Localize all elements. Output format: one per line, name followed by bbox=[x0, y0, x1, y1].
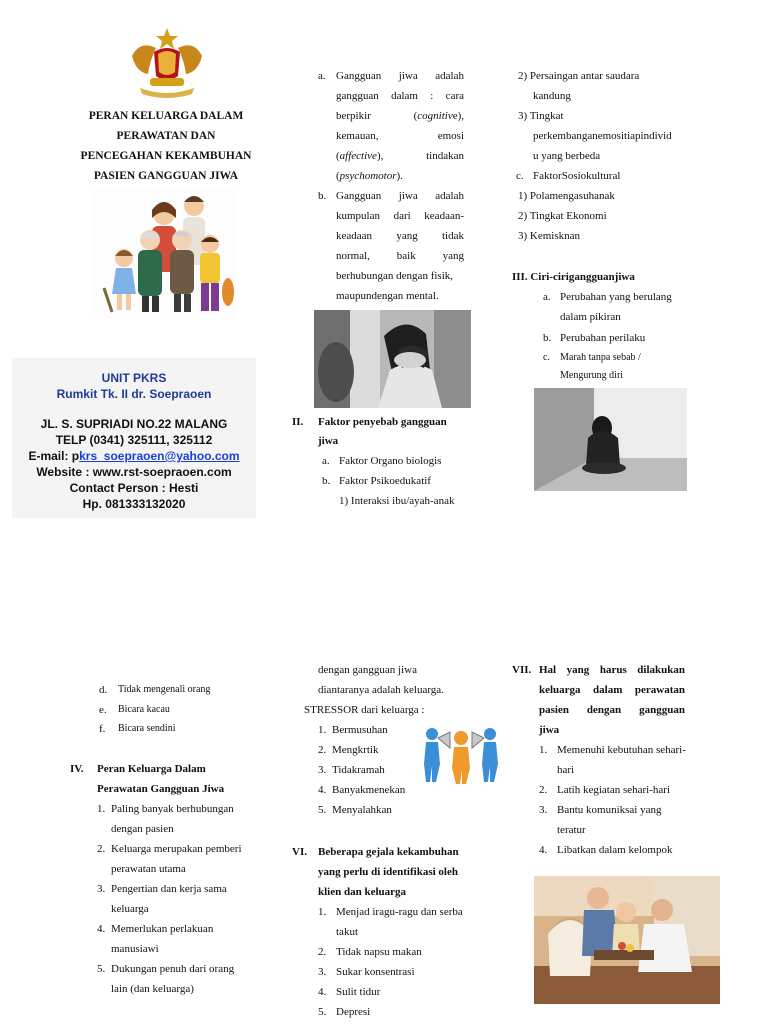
text: Sulit tidur bbox=[336, 986, 381, 998]
section-6-number: VI. bbox=[292, 846, 307, 858]
sec3-marker-d: d. bbox=[99, 684, 108, 696]
section-7-number: VII. bbox=[512, 664, 532, 676]
list-item bbox=[318, 962, 478, 982]
list-item bbox=[97, 899, 267, 919]
factor-c-item: 3) Kemisknan bbox=[518, 230, 581, 242]
marker: 3. bbox=[318, 764, 327, 776]
marker: 5. bbox=[97, 963, 106, 975]
title-line: PERAWATAN DAN bbox=[116, 130, 216, 142]
marker: 1. bbox=[539, 744, 548, 756]
text: ( bbox=[336, 150, 340, 162]
text: Depresi bbox=[336, 1006, 371, 1018]
text: Memerlukan perlakuan bbox=[111, 923, 214, 935]
definition-line bbox=[336, 146, 464, 166]
list-item bbox=[539, 840, 709, 860]
marker: 2. bbox=[318, 946, 327, 958]
definition-line bbox=[336, 166, 464, 186]
list-item bbox=[318, 740, 428, 760]
text: keluarga bbox=[111, 903, 149, 915]
list-item bbox=[539, 800, 709, 820]
text: Paling banyak berhubungan bbox=[111, 803, 234, 815]
marker: 2. bbox=[539, 784, 548, 796]
text bbox=[414, 106, 464, 126]
sec3-item-c: Marah tanpa sebab / bbox=[560, 352, 641, 363]
title-line: keluarga dalam perawatan bbox=[539, 684, 685, 696]
contact-card bbox=[12, 358, 256, 518]
sec3-marker-b: b. bbox=[543, 332, 552, 344]
list-item bbox=[318, 922, 478, 942]
marker: 2. bbox=[97, 843, 106, 855]
family-illustration bbox=[90, 188, 236, 318]
right-item: kandung bbox=[533, 90, 571, 102]
list-item bbox=[318, 760, 428, 780]
list-item bbox=[97, 959, 267, 979]
section-6-title bbox=[318, 842, 459, 902]
section-4-title-cont: Perawatan Gangguan Jiwa bbox=[97, 783, 225, 795]
contact-person: Contact Person : Hesti bbox=[69, 481, 199, 495]
marker: 3. bbox=[539, 804, 548, 816]
text: ( bbox=[336, 170, 340, 182]
sec3-item-d: Tidak mengenali orang bbox=[118, 684, 211, 695]
text: hari bbox=[557, 764, 575, 776]
definition-line: normal, baik yang bbox=[336, 250, 464, 262]
sec3-item-f: Bicara sendini bbox=[118, 723, 176, 734]
sec3-item-a-cont: dalam pikiran bbox=[560, 311, 621, 323]
definition-line bbox=[336, 126, 464, 146]
title-line: PERAN KELUARGA DALAM bbox=[88, 110, 244, 122]
list-item bbox=[318, 780, 428, 800]
factor-c-marker: c. bbox=[516, 170, 524, 182]
hospital-name: Rumkit Tk. II dr. Soepraoen bbox=[56, 387, 212, 401]
definition-b bbox=[336, 186, 464, 306]
item-b-marker: b. bbox=[318, 190, 327, 202]
text bbox=[336, 146, 383, 166]
section-2-number: II. bbox=[292, 416, 304, 428]
website: Website : www.rst-soepraoen.com bbox=[36, 465, 232, 479]
list-item bbox=[539, 760, 709, 780]
sec3-marker-c: c. bbox=[543, 352, 550, 363]
sec3-marker-f: f. bbox=[99, 723, 106, 735]
text: ). bbox=[396, 170, 403, 182]
text: Pengertian dan kerja sama bbox=[111, 883, 227, 895]
address: JL. S. SUPRIADI NO.22 MALANG bbox=[40, 417, 228, 431]
distressed-woman-photo bbox=[314, 310, 471, 408]
right-item: 2) Persaingan antar saudara bbox=[518, 70, 640, 82]
emblem-icon bbox=[126, 26, 208, 98]
text: teratur bbox=[557, 824, 586, 836]
sec2-item-a: Faktor Organo biologis bbox=[339, 455, 442, 467]
sec2-item-b: Faktor Psikoedukatif bbox=[339, 475, 431, 487]
sec2-marker-b: b. bbox=[322, 475, 331, 487]
title-line: PASIEN GANGGUAN JIWA bbox=[93, 170, 239, 182]
section-2-title-cont: jiwa bbox=[318, 435, 339, 447]
email bbox=[12, 448, 256, 464]
text: Menjad iragu-ragu dan serba bbox=[336, 906, 463, 918]
text: kemauan, bbox=[336, 130, 379, 142]
list-item bbox=[539, 780, 709, 800]
marker: 4. bbox=[318, 784, 327, 796]
list-item bbox=[318, 800, 428, 820]
sec3-item-a: Perubahan yang berulang bbox=[560, 291, 672, 303]
text: e), bbox=[452, 110, 464, 122]
title-line: Hal yang harus dilakukan bbox=[539, 664, 685, 676]
three-figures-megaphones-icon bbox=[420, 720, 502, 784]
definition-line bbox=[336, 106, 464, 126]
marker: 2. bbox=[318, 744, 327, 756]
text: dengan pasien bbox=[111, 823, 174, 835]
marker: 4. bbox=[318, 986, 327, 998]
right-item: 3) Tingkat bbox=[518, 110, 564, 122]
text: Menyalahkan bbox=[332, 804, 392, 816]
marker: 4. bbox=[539, 844, 548, 856]
unit-name: UNIT PKRS bbox=[101, 371, 167, 385]
intro-line: dengan gangguan jiwa bbox=[318, 664, 417, 676]
family-conversation-photo bbox=[534, 876, 720, 1004]
list-item bbox=[97, 879, 267, 899]
section-6-list bbox=[318, 902, 478, 1022]
list-item bbox=[97, 799, 267, 819]
email-link[interactable]: krs_soepraoen@yahoo.com bbox=[79, 449, 240, 463]
definition-line: gangguan dalam : cara bbox=[336, 90, 464, 102]
phone: TELP (0341) 325111, 325112 bbox=[55, 433, 213, 447]
list-item bbox=[539, 820, 709, 840]
definition-line: keadaan yang tidak bbox=[336, 230, 464, 242]
list-item bbox=[97, 919, 267, 939]
definition-line: berhubungan dengan fisik, bbox=[336, 270, 453, 282]
marker: 5. bbox=[318, 804, 327, 816]
text: Keluarga merupakan pemberi bbox=[111, 843, 242, 855]
email-label: E-mail: p bbox=[28, 449, 80, 463]
text: tindakan bbox=[426, 150, 464, 162]
marker: 3. bbox=[97, 883, 106, 895]
text: Mengkrtik bbox=[332, 744, 379, 756]
section-7-list bbox=[539, 740, 709, 860]
list-item bbox=[318, 720, 428, 740]
text: Tidakramah bbox=[332, 764, 385, 776]
definition-line: Gangguan jiwa adalah bbox=[336, 190, 464, 202]
list-item bbox=[97, 839, 267, 859]
text: manusiawi bbox=[111, 943, 159, 955]
title-line: PENCEGAHAN KEKAMBUHAN bbox=[80, 150, 252, 162]
list-item bbox=[97, 819, 267, 839]
text: Bermusuhan bbox=[332, 724, 388, 736]
text: perawatan utama bbox=[111, 863, 186, 875]
sec2-subitem-1: 1) Interaksi ibu/ayah-anak bbox=[339, 495, 455, 507]
sec3-marker-a: a. bbox=[543, 291, 551, 303]
text: Latih kegiatan sehari-hari bbox=[557, 784, 671, 796]
marker: 4. bbox=[97, 923, 106, 935]
title-line: klien dan keluarga bbox=[318, 886, 407, 898]
intro-line: diantaranya adalah keluarga. bbox=[318, 684, 444, 696]
text: berpikir bbox=[336, 110, 371, 122]
title-line: jiwa bbox=[539, 724, 560, 736]
title-line: yang perlu di identifikasi oleh bbox=[318, 866, 458, 878]
text: lain (dan keluarga) bbox=[111, 983, 194, 995]
list-item bbox=[539, 740, 709, 760]
marker: 1. bbox=[318, 724, 327, 736]
definition-a bbox=[336, 66, 464, 186]
section-2-title: Faktor penyebab gangguan bbox=[318, 416, 447, 428]
marker: 1. bbox=[97, 803, 106, 815]
list-item bbox=[97, 939, 267, 959]
list-item bbox=[318, 942, 478, 962]
stressor-list bbox=[318, 720, 428, 820]
sec3-item-b: Perubahan perilaku bbox=[560, 332, 646, 344]
text: Sukar konsentrasi bbox=[336, 966, 415, 978]
stressor-heading: STRESSOR dari keluarga : bbox=[304, 704, 425, 716]
text: Bantu komuniksai yang bbox=[557, 804, 662, 816]
text: Dukungan penuh dari orang bbox=[111, 963, 235, 975]
hp-number: Hp. 081333132020 bbox=[82, 497, 186, 511]
text: cognitiv bbox=[417, 110, 453, 122]
factor-c-item: 2) Tingkat Ekonomi bbox=[518, 210, 607, 222]
definition-line: maupundengan mental. bbox=[336, 290, 439, 302]
section-4-number: IV. bbox=[70, 763, 84, 775]
sec3-item-e: Bicara kacau bbox=[118, 704, 170, 715]
sec3-item-c-cont: Mengurung diri bbox=[560, 370, 624, 381]
right-item: u yang berbeda bbox=[533, 150, 601, 162]
list-item bbox=[97, 979, 267, 999]
text: Tidak napsu makan bbox=[336, 946, 422, 958]
definition-line: kumpulan dari keadaan- bbox=[336, 210, 464, 222]
item-a-marker: a. bbox=[318, 70, 326, 82]
text: emosi bbox=[437, 130, 464, 142]
section-4-title: Peran Keluarga Dalam bbox=[97, 763, 206, 775]
text: takut bbox=[336, 926, 358, 938]
text: Banyakmenekan bbox=[332, 784, 406, 796]
title-line: Beberapa gejala kekambuhan bbox=[318, 846, 459, 858]
marker: 1. bbox=[318, 906, 327, 918]
brochure-title bbox=[56, 106, 276, 186]
factor-c-item: 1) Polamengasuhanak bbox=[518, 190, 615, 202]
title-line: pasien dengan gangguan bbox=[539, 704, 685, 716]
section-3-title: III. Ciri-cirigangguanjiwa bbox=[512, 271, 635, 283]
list-item bbox=[318, 1002, 478, 1022]
text: ( bbox=[413, 110, 418, 122]
text: ), bbox=[376, 150, 384, 162]
text: Memenuhi kebutuhan sehari- bbox=[557, 744, 686, 756]
text: psychomotor bbox=[339, 170, 397, 182]
section-4-list bbox=[97, 799, 267, 999]
text: Libatkan dalam kelompok bbox=[557, 844, 673, 856]
list-item bbox=[97, 859, 267, 879]
list-item bbox=[318, 902, 478, 922]
sec3-marker-e: e. bbox=[99, 704, 107, 716]
definition-line: Gangguan jiwa adalah bbox=[336, 70, 464, 82]
text: affective bbox=[339, 150, 377, 162]
woman-in-corner-photo bbox=[534, 388, 687, 491]
sec2-marker-a: a. bbox=[322, 455, 330, 467]
list-item bbox=[318, 982, 478, 1002]
marker: 3. bbox=[318, 966, 327, 978]
marker: 5. bbox=[318, 1006, 327, 1018]
right-item: perkembanganemositiapindivid bbox=[533, 130, 672, 142]
section-7-title bbox=[539, 660, 685, 740]
factor-c-label: FaktorSosiokultural bbox=[533, 170, 621, 182]
